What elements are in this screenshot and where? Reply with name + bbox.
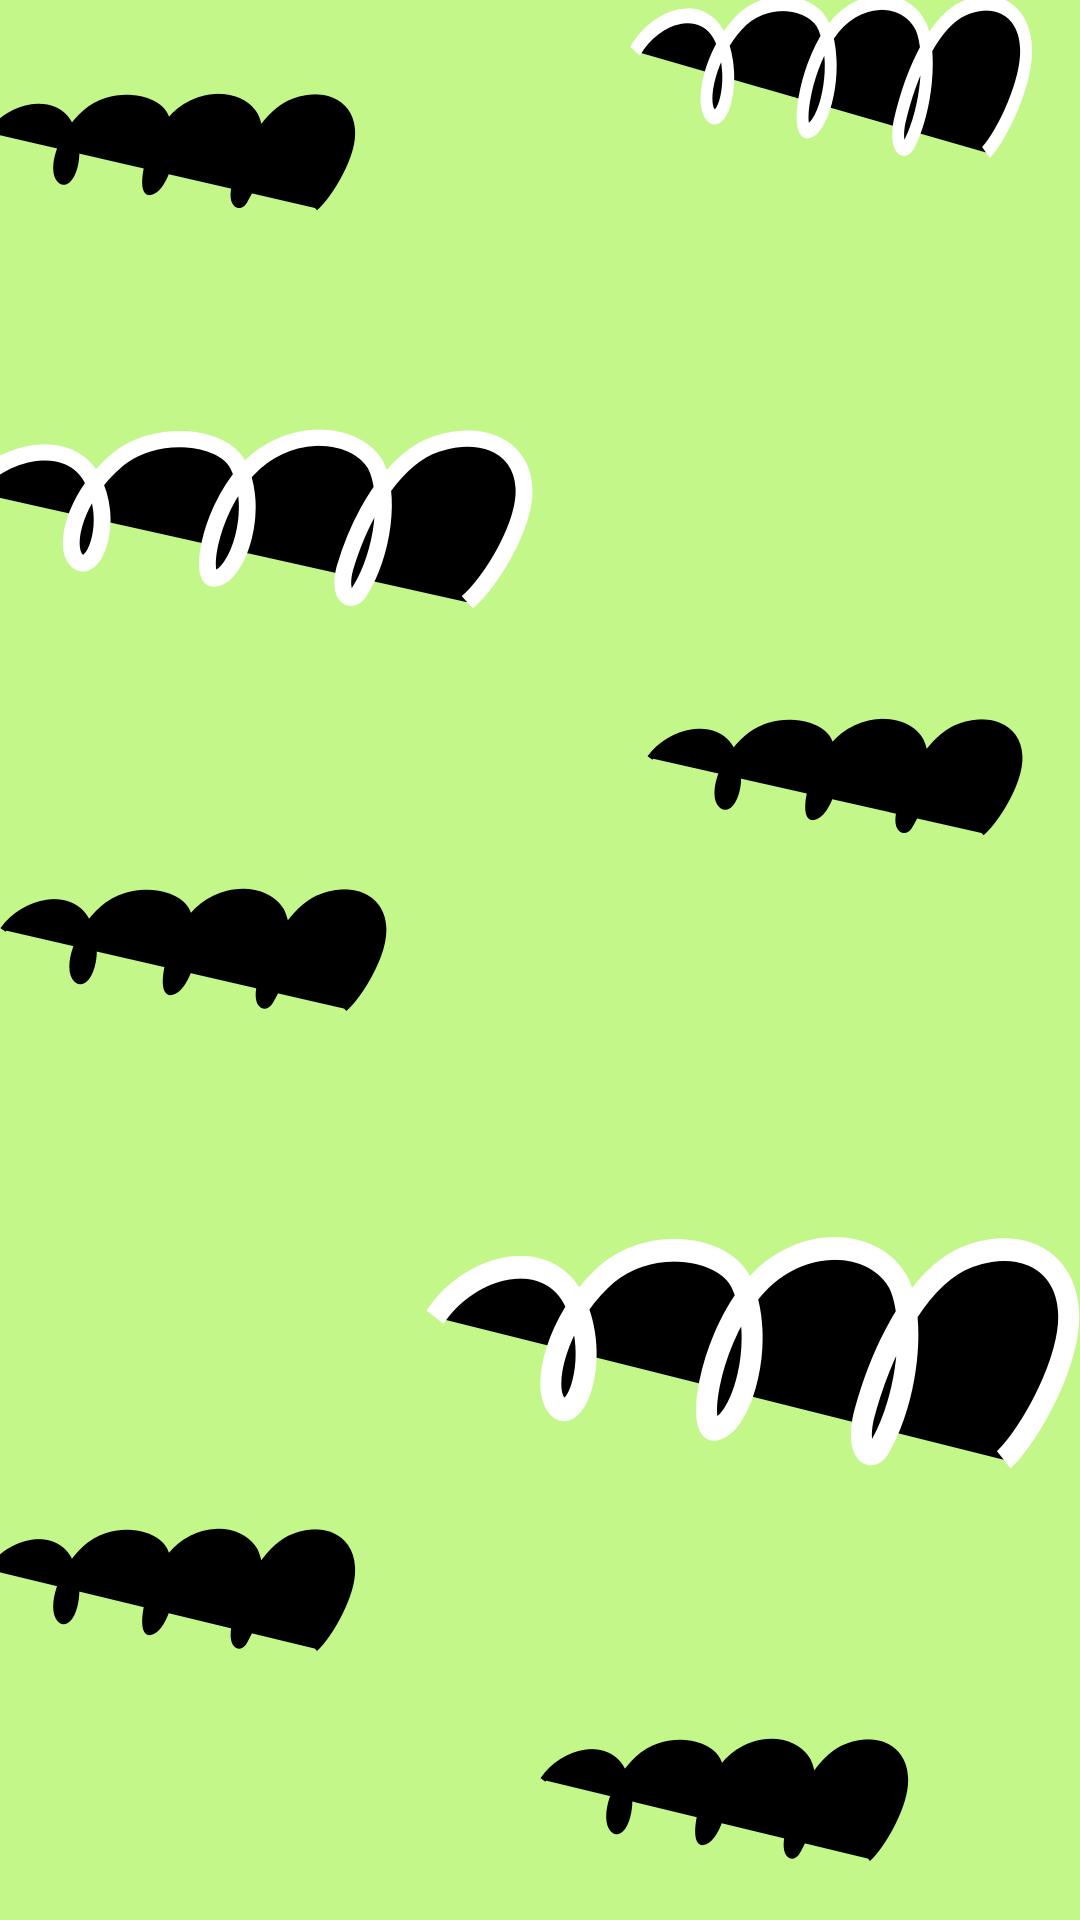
- squiggle-black-3: [3, 892, 383, 1009]
- squiggle-black-2: [650, 722, 1019, 833]
- squiggle-white-3: [435, 1248, 1069, 1459]
- squiggle-black-4: [0, 1532, 352, 1649]
- squiggle-white-2: [0, 438, 524, 603]
- squiggle-white-1: [635, 2, 1026, 152]
- squiggle-black-1: [0, 97, 352, 208]
- squiggle-black-5: [543, 1742, 905, 1859]
